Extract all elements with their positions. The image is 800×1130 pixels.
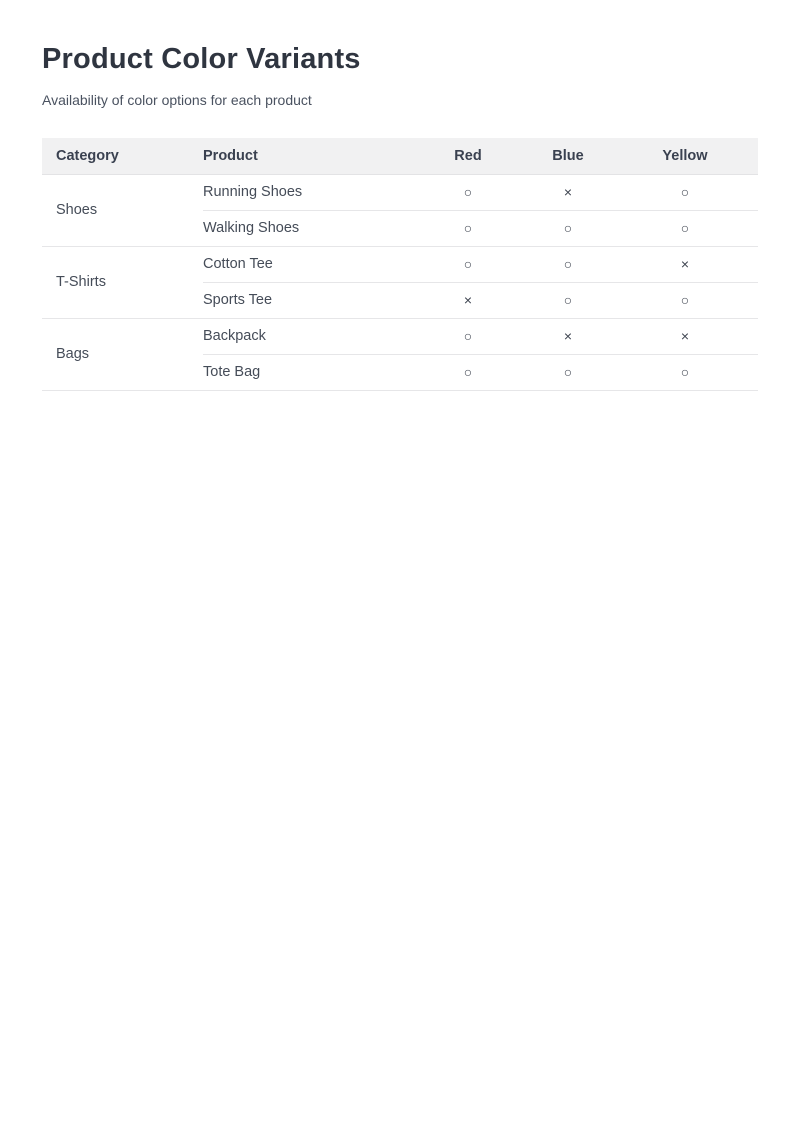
page-subtitle: Availability of color options for each product xyxy=(42,92,312,108)
yellow-availability: ○ xyxy=(612,174,758,210)
header-category: Category xyxy=(42,138,203,174)
yellow-availability: × xyxy=(612,246,758,282)
yellow-availability: × xyxy=(612,318,758,354)
category-cell: Shoes xyxy=(42,174,203,246)
product-cell: Cotton Tee xyxy=(203,246,412,282)
table-row xyxy=(42,174,758,210)
product-cell: Running Shoes xyxy=(203,174,412,210)
red-availability: ○ xyxy=(412,318,524,354)
yellow-availability: ○ xyxy=(612,282,758,318)
product-cell: Sports Tee xyxy=(203,282,412,318)
table-header-row xyxy=(42,138,758,174)
table-row xyxy=(42,246,758,282)
product-cell: Walking Shoes xyxy=(203,210,412,246)
header-yellow: Yellow xyxy=(612,138,758,174)
red-availability: ○ xyxy=(412,210,524,246)
yellow-availability: ○ xyxy=(612,354,758,390)
red-availability: ○ xyxy=(412,174,524,210)
blue-availability: × xyxy=(524,318,612,354)
red-availability: ○ xyxy=(412,246,524,282)
category-cell: Bags xyxy=(42,318,203,390)
blue-availability: ○ xyxy=(524,246,612,282)
header-blue: Blue xyxy=(524,138,612,174)
product-cell: Backpack xyxy=(203,318,412,354)
red-availability: × xyxy=(412,282,524,318)
yellow-availability: ○ xyxy=(612,210,758,246)
color-variants-table xyxy=(42,138,758,391)
red-availability: ○ xyxy=(412,354,524,390)
category-cell: T-Shirts xyxy=(42,246,203,318)
table-row xyxy=(42,318,758,354)
blue-availability: ○ xyxy=(524,210,612,246)
document-page xyxy=(0,0,800,391)
product-cell: Tote Bag xyxy=(203,354,412,390)
blue-availability: ○ xyxy=(524,282,612,318)
blue-availability: ○ xyxy=(524,354,612,390)
header-product: Product xyxy=(203,138,412,174)
header-red: Red xyxy=(412,138,524,174)
page-title: Product Color Variants xyxy=(42,43,361,75)
blue-availability: × xyxy=(524,174,612,210)
